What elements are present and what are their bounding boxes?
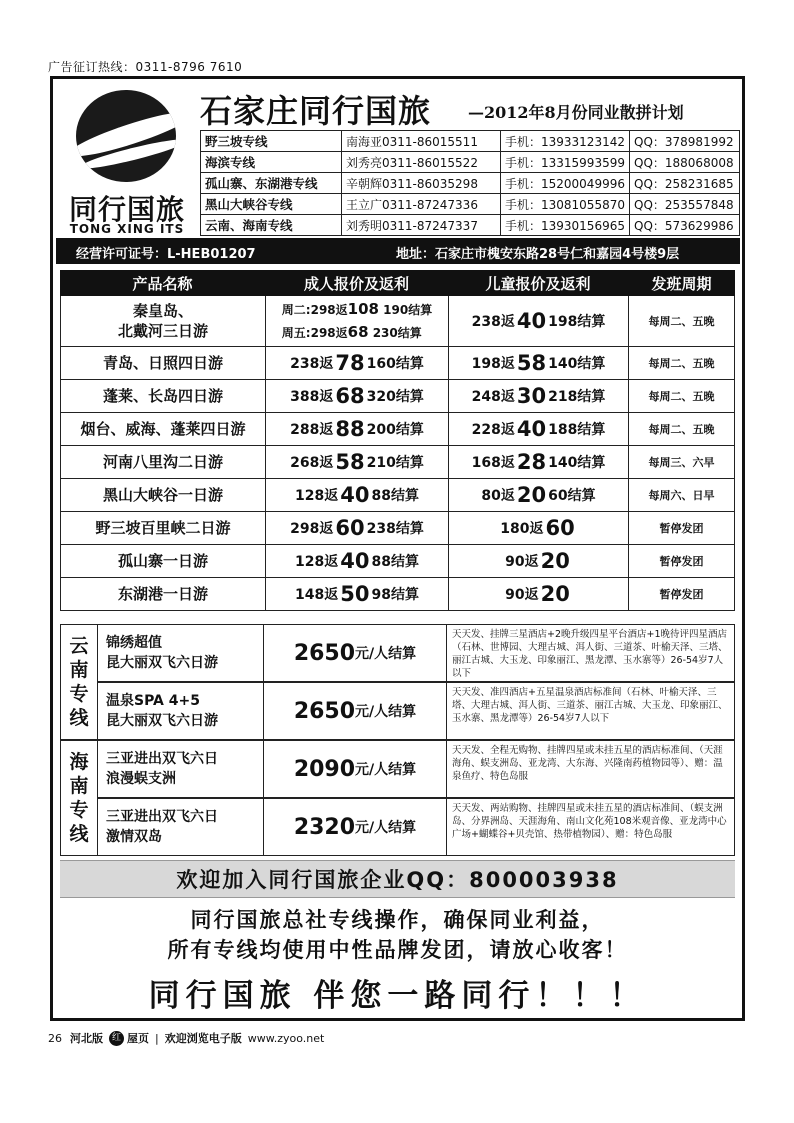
header-child: 儿童报价及返利 — [485, 275, 591, 293]
adult-settle: 238结算 — [366, 520, 424, 537]
table-row — [60, 412, 735, 446]
product-name: 蓬莱、长岛四日游 — [60, 379, 265, 412]
child-price-text: 168返 — [471, 454, 515, 471]
edition: 河北版 — [70, 1032, 103, 1045]
page-number: 26 — [48, 1031, 62, 1045]
header-schedule: 发班周期 — [651, 275, 712, 293]
contact-row — [201, 173, 740, 194]
adult-settle: 88结算 — [371, 553, 419, 570]
contact-mobile: 手机：13315993599 — [501, 152, 630, 173]
header-adult: 成人报价及返利 — [303, 275, 409, 293]
price-unit: 元/人结算 — [355, 646, 417, 662]
contact-qq: QQ：378981992 — [630, 131, 740, 152]
adult-price — [265, 478, 448, 511]
contact-mobile: 手机：15200049996 — [501, 173, 630, 194]
slogan-line2: 所有专线均使用中性品牌发团，请放心收客！ — [167, 938, 628, 962]
adult-settle: 200结算 — [366, 421, 424, 438]
child-rebate: 28 — [516, 449, 547, 474]
adult-settle: 230结算 — [368, 326, 422, 340]
contact-qq: QQ：258231685 — [630, 173, 740, 194]
child-settle: 198结算 — [548, 314, 606, 330]
company-motto: 同行国旅 伴您一路同行！！！ — [148, 978, 647, 1014]
product-name: 青岛、日照四日游 — [60, 346, 265, 379]
contact-row — [201, 131, 740, 152]
contact-qq: QQ：253557848 — [630, 194, 740, 215]
product-name: 东湖港一日游 — [60, 577, 265, 610]
special-route-row — [98, 798, 735, 856]
adult-rebate: 60 — [335, 515, 365, 540]
footer-note: 欢迎浏览电子版 — [164, 1032, 242, 1045]
special-route-name-line1: 三亚进出双飞六日 — [106, 809, 218, 825]
header-product: 产品名称 — [132, 275, 193, 293]
special-route-row — [98, 624, 735, 682]
adult-price — [265, 511, 448, 544]
child-rebate: 60 — [545, 515, 575, 540]
child-price-text: 180返 — [500, 520, 544, 537]
price-number: 2650 — [293, 698, 356, 724]
child-rebate: 20 — [540, 548, 570, 573]
adult-rebate: 58 — [335, 449, 365, 474]
schedule: 每周二、五晚 — [628, 296, 735, 346]
price-unit: 元/人结算 — [355, 820, 417, 836]
adult-rebate: 78 — [335, 350, 365, 375]
product-name-line1: 秦皇岛、 — [132, 302, 193, 320]
special-route-name-line1: 三亚进出双飞六日 — [106, 751, 218, 767]
schedule: 暂停发团 — [628, 511, 735, 544]
special-route-price — [264, 625, 447, 681]
special-route-name — [98, 683, 264, 739]
special-route-name — [98, 625, 264, 681]
license-bar — [56, 238, 740, 264]
child-rebate: 40 — [516, 309, 547, 333]
logo-english-name: TONG XING ITS — [69, 222, 185, 236]
adult-price — [265, 412, 448, 445]
adult-rebate: 40 — [340, 548, 370, 573]
child-settle: 188结算 — [548, 421, 606, 438]
yunnan-label: 云南专线 — [60, 624, 98, 740]
table-row — [60, 296, 735, 347]
special-route-price — [264, 683, 447, 739]
contact-person: 刘秀亮0311-86015522 — [342, 152, 501, 173]
adult-price-text: 388返 — [290, 388, 334, 405]
table-row — [60, 379, 735, 413]
adult-rebate: 50 — [340, 581, 370, 606]
child-rebate: 20 — [540, 581, 570, 606]
logo-chinese-name: 同行国旅 — [68, 193, 185, 226]
contact-route: 孤山寨、东湖港专线 — [201, 173, 342, 194]
license-number: 经营许可证号：L-HEB01207 — [76, 247, 256, 262]
contact-route: 海滨专线 — [201, 152, 342, 173]
adult-price-text: 268返 — [290, 454, 334, 471]
child-price — [448, 445, 628, 478]
special-route-name-line2: 激情双岛 — [106, 829, 162, 845]
contacts-table — [200, 130, 740, 236]
product-name: 野三坡百里峡二日游 — [60, 511, 265, 544]
adult-price-text: 148返 — [295, 586, 339, 603]
child-rebate: 40 — [516, 416, 547, 441]
child-price-text: 198返 — [471, 355, 515, 372]
product-name: 黑山大峡谷一日游 — [60, 478, 265, 511]
adult-settle: 190结算 — [378, 303, 433, 317]
adult-price — [265, 577, 448, 610]
child-settle: 218结算 — [548, 388, 606, 405]
contact-mobile: 手机：13933123142 — [501, 131, 630, 152]
special-route-description: 天天发、全程无购物、挂牌四星或未挂五星的酒店标准间、（天涯海角、蜈支洲岛、亚龙湾、大东海、兴隆南药植物园等）、赠：温泉鱼疗、特色岛服 — [452, 745, 723, 782]
child-price — [448, 379, 628, 412]
company-address: 地址：石家庄市槐安东路28号仁和嘉园4号楼9层 — [396, 247, 680, 262]
hainan-label: 海南专线 — [60, 740, 98, 856]
adult-rebate: 88 — [335, 416, 365, 441]
section-name: 屋页 — [127, 1032, 149, 1045]
brand-subtitle: —2012年8月份同业散拼计划 — [468, 103, 684, 122]
contact-row — [201, 215, 740, 236]
slogan-line1: 同行国旅总社专线操作，确保同业利益， — [190, 908, 605, 932]
table-row — [60, 544, 735, 578]
schedule: 每周六、日早 — [628, 478, 735, 511]
child-price-text: 238返 — [471, 314, 515, 330]
price-table-header — [60, 270, 735, 296]
contact-mobile: 手机：13081055870 — [501, 194, 630, 215]
schedule: 每周二、五晚 — [628, 346, 735, 379]
schedule: 暂停发团 — [628, 544, 735, 577]
schedule: 每周二、五晚 — [628, 379, 735, 412]
adult-price — [265, 296, 448, 346]
adult-price — [265, 379, 448, 412]
table-row — [60, 346, 735, 380]
special-route-name-line2: 浪漫蜈支洲 — [106, 771, 176, 787]
adult-rebate: 108 — [347, 300, 379, 318]
adult-price — [265, 346, 448, 379]
adult-settle: 98结算 — [371, 586, 419, 603]
special-routes — [60, 624, 735, 856]
special-route-name-line1: 温泉SPA 4+5 — [106, 693, 200, 709]
adult-price-text: 238返 — [290, 355, 334, 372]
adult-settle: 320结算 — [366, 388, 424, 405]
price-number: 2090 — [293, 756, 356, 782]
contact-person: 南海亚0311-86015511 — [342, 131, 501, 152]
special-route-name — [98, 799, 264, 855]
contact-mobile: 手机：13930156965 — [501, 215, 630, 236]
child-price — [448, 346, 628, 379]
price-number: 2650 — [293, 640, 356, 666]
child-rebate: 30 — [516, 383, 547, 408]
child-settle: 140结算 — [548, 454, 606, 471]
special-route-description: 天天发、挂牌三星酒店+2晚升级四星平台酒店+1晚待评四星酒店（石林、世博园、大理古城、洱人街、三道茶、叶榆天泽、三塔、丽江古城、大玉龙、印象丽江、黑龙潭、玉水寨等）26-54岁7人以下 — [452, 629, 728, 679]
child-price-text: 248返 — [471, 388, 515, 405]
schedule: 每周三、六早 — [628, 445, 735, 478]
product-name — [60, 296, 265, 346]
contact-person: 刘秀明0311-87247337 — [342, 215, 501, 236]
adult-settle: 160结算 — [366, 355, 424, 372]
adult-price-text: 周二:298返 — [281, 303, 348, 317]
price-number: 2320 — [293, 814, 356, 840]
adult-price-text: 128返 — [295, 487, 339, 504]
product-name-line2: 北戴河三日游 — [117, 322, 208, 340]
child-settle: 60结算 — [548, 487, 596, 504]
logo — [62, 86, 192, 236]
page-footer — [48, 1030, 324, 1046]
schedule: 暂停发团 — [628, 577, 735, 610]
special-route-name-line2: 昆大丽双飞六日游 — [106, 713, 218, 729]
website-link[interactable]: www.zyoo.net — [247, 1031, 325, 1045]
child-price — [448, 577, 628, 610]
contact-qq: QQ：573629986 — [630, 215, 740, 236]
adult-rebate: 68 — [335, 383, 365, 408]
child-price-text: 90返 — [505, 553, 539, 570]
special-route-name — [98, 741, 264, 797]
special-route-row — [98, 740, 735, 798]
adult-price — [265, 544, 448, 577]
child-rebate: 20 — [516, 482, 547, 507]
contact-person: 辛朝辉0311-86035298 — [342, 173, 501, 194]
child-price — [448, 296, 628, 346]
adult-price-text: 298返 — [290, 520, 334, 537]
table-row — [60, 511, 735, 545]
price-unit: 元/人结算 — [355, 762, 417, 778]
adult-rebate: 40 — [340, 482, 370, 507]
brand-title: 石家庄同行国旅 — [200, 92, 432, 130]
contact-row — [201, 152, 740, 173]
child-price — [448, 544, 628, 577]
brand-badge-icon: 红 — [109, 1031, 124, 1046]
child-price-text: 90返 — [505, 586, 539, 603]
footer-divider: | — [155, 1031, 159, 1045]
contact-row — [201, 194, 740, 215]
product-name: 孤山寨一日游 — [60, 544, 265, 577]
adult-price-text: 288返 — [290, 421, 334, 438]
child-price — [448, 412, 628, 445]
contact-qq: QQ：188068008 — [630, 152, 740, 173]
table-row — [60, 478, 735, 512]
logo-mark-icon — [76, 90, 176, 182]
table-row — [60, 577, 735, 611]
child-settle: 140结算 — [548, 355, 606, 372]
special-route-name-line2: 昆大丽双飞六日游 — [106, 655, 218, 671]
contact-route: 黑山大峡谷专线 — [201, 194, 342, 215]
product-name: 烟台、威海、蓬莱四日游 — [60, 412, 265, 445]
ad-hotline: 广告征订热线：0311-8796 7610 — [48, 60, 243, 74]
qq-banner: 欢迎加入同行国旅企业QQ：800003938 — [60, 860, 735, 898]
special-route-price — [264, 799, 447, 855]
child-price — [448, 478, 628, 511]
adult-settle: 210结算 — [366, 454, 424, 471]
child-rebate: 58 — [516, 350, 547, 375]
adult-price-text: 128返 — [295, 553, 339, 570]
adult-price-text: 周五:298返 — [281, 326, 348, 340]
contact-person: 王立广0311-87247336 — [342, 194, 501, 215]
special-route-description: 天天发、准四酒店+五星温泉酒店标准间（石林、叶榆天泽、三塔、大理古城、洱人街、三道茶、丽江古城、大玉龙、印象丽江、玉水寨、黑龙潭等）26-54岁7人以下 — [452, 687, 728, 724]
child-price-text: 228返 — [471, 421, 515, 438]
child-price-text: 80返 — [481, 487, 515, 504]
contact-route: 野三坡专线 — [201, 131, 342, 152]
special-route-price — [264, 741, 447, 797]
schedule: 每周二、五晚 — [628, 412, 735, 445]
adult-settle: 88结算 — [371, 487, 419, 504]
price-unit: 元/人结算 — [355, 704, 417, 720]
special-route-row — [98, 682, 735, 740]
adult-rebate: 68 — [347, 323, 369, 341]
product-name: 河南八里沟二日游 — [60, 445, 265, 478]
special-route-description: 天天发、两站购物、挂牌四星或未挂五星的酒店标准间、（蜈支洲岛、分界洲岛、天涯海角、南山文化苑108米观音像、亚龙湾中心广场+蝴蝶谷+贝壳馆、热带植物园）、赠：特色岛服 — [452, 803, 727, 840]
child-price — [448, 511, 628, 544]
adult-price — [265, 445, 448, 478]
special-route-name-line1: 锦绣超值 — [106, 635, 162, 651]
contact-route: 云南、海南专线 — [201, 215, 342, 236]
table-row — [60, 445, 735, 479]
